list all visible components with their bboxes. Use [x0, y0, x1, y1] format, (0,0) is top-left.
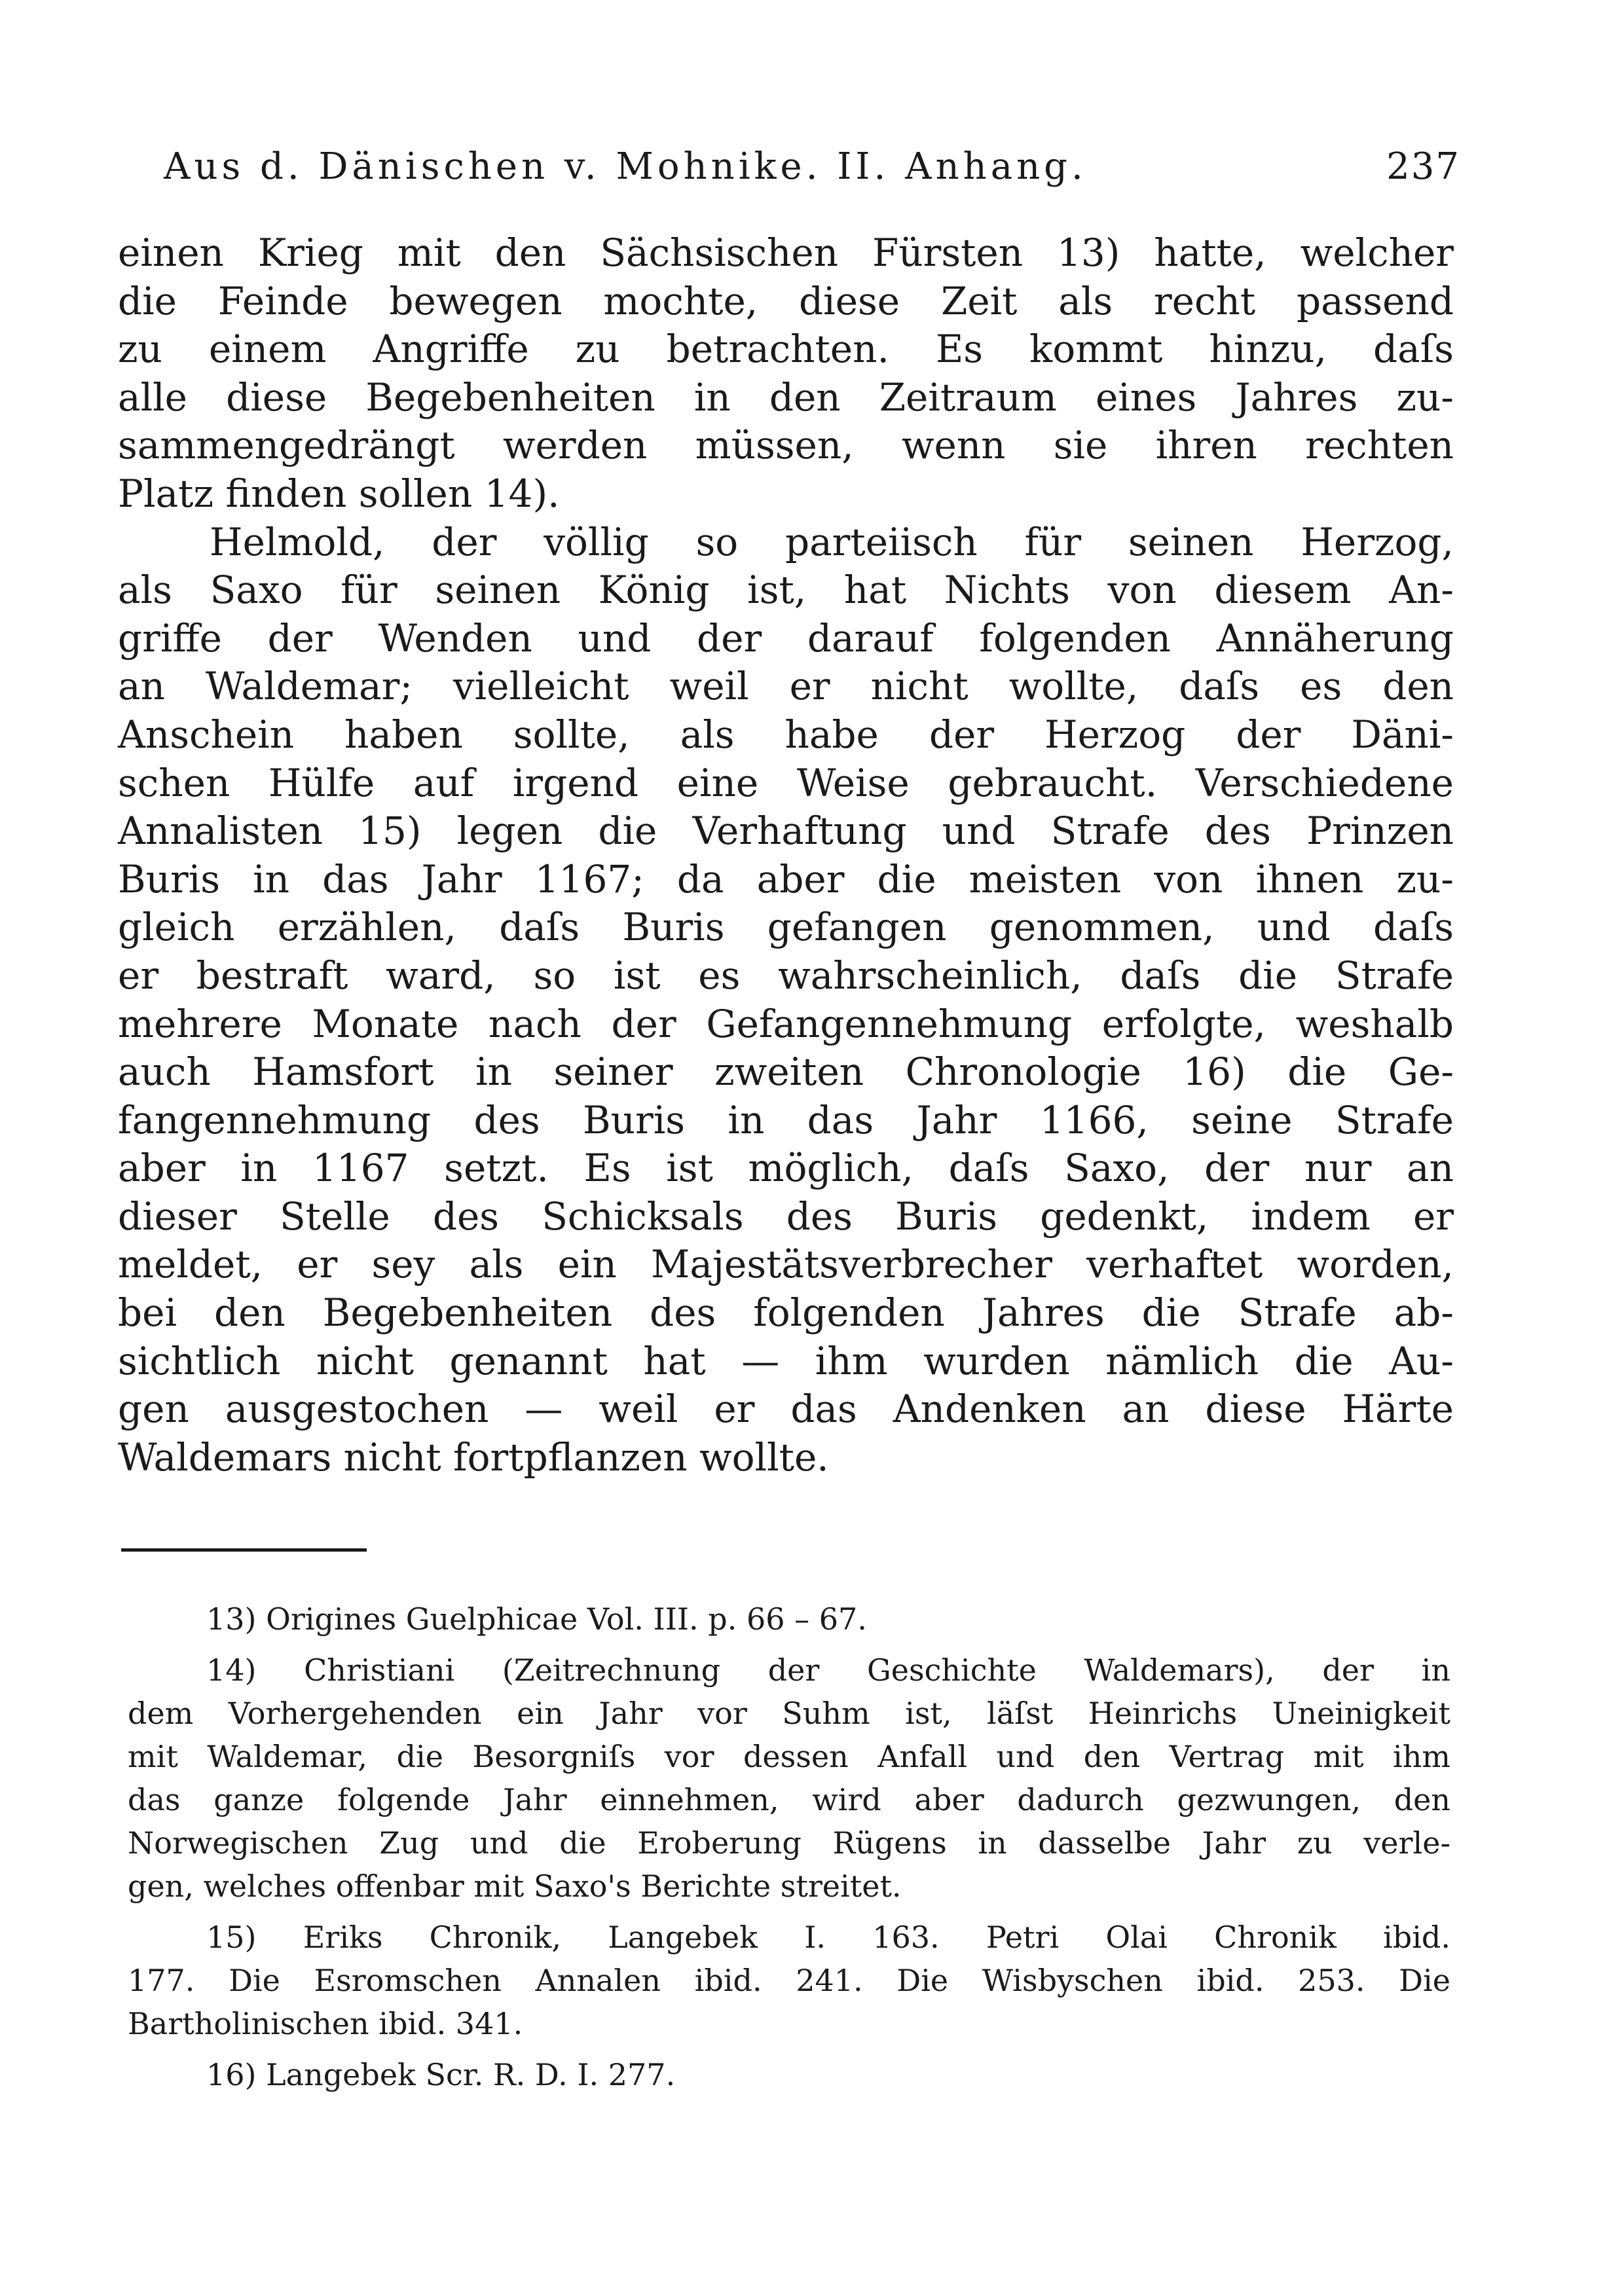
text-line: Buris in das Jahr 1167; da aber die meisten von ihnen zu-	[118, 856, 1454, 902]
text-line: meldet, er sey als ein Majestätsverbrecher verhaftet worden,	[118, 1242, 1454, 1287]
footnote-divider	[121, 1548, 367, 1552]
footnote-line: das ganze folgende Jahr einnehmen, wird aber dadurch gezwungen, den	[128, 1782, 1450, 1817]
text-line: gleich erzählen, daſs Buris gefangen genommen, und daſs	[118, 905, 1454, 950]
text-line: zu einem Angriffe zu betrachten. Es kommt hinzu, daſs	[118, 327, 1454, 372]
footnote-line: Norwegischen Zug und die Eroberung Rügens in dasselbe Jahr zu verle-	[128, 1825, 1450, 1861]
text-line: einen Krieg mit den Sächsischen Fürsten 13) hatte, welcher	[118, 230, 1454, 275]
text-line: gen ausgestochen — weil er das Andenken an diese Härte	[118, 1387, 1454, 1432]
text-line: Platz finden sollen 14).	[118, 471, 560, 516]
text-line: er bestraft ward, so ist es wahrscheinlich, daſs die Strafe	[118, 953, 1454, 998]
text-line: Anschein haben sollte, als habe der Herzog der Däni-	[118, 712, 1454, 757]
footnote-line: Bartholinischen ibid. 341.	[128, 2006, 523, 2041]
footnote-line: 177. Die Esromschen Annalen ibid. 241. Die Wisbyschen ibid. 253. Die	[128, 1963, 1450, 1998]
text-line: mehrere Monate nach der Gefangennehmung erfolgte, weshalb	[118, 1001, 1454, 1046]
text-line: sammengedrängt werden müssen, wenn sie ihren rechten	[118, 423, 1454, 468]
footnote-13: 13) Origines Guelphicae Vol. III. p. 66 – 67.	[206, 1601, 867, 1637]
running-title: Aus d. Dänischen v. Mohnike. II. Anhang.	[164, 145, 1087, 188]
footnotes	[128, 1597, 1450, 2096]
main-text	[118, 229, 1454, 1482]
text-line: Waldemars nicht fortpflanzen wollte.	[118, 1434, 829, 1480]
text-line: fangennehmung des Buris in das Jahr 1166, seine Strafe	[118, 1097, 1454, 1142]
text-line: als Saxo für seinen König ist, hat Nichts von diesem An-	[118, 568, 1454, 613]
page-number: 237	[1386, 145, 1460, 188]
running-header	[164, 145, 1460, 198]
text-line: Helmold, der völlig so parteiisch für seinen Herzog,	[210, 519, 1454, 564]
footnote-16: 16) Langebek Scr. R. D. I. 277.	[206, 2057, 676, 2092]
text-line: Annalisten 15) legen die Verhaftung und Strafe des Prinzen	[118, 809, 1454, 854]
text-line: auch Hamsfort in seiner zweiten Chronologie 16) die Ge-	[118, 1049, 1454, 1095]
footnote-14: 14) Christiani (Zeitrechnung der Geschichte Waldemars), der in	[206, 1652, 1450, 1688]
footnote-line: mit Waldemar, die Besorgniſs vor dessen Anfall und den Vertrag mit ihm	[128, 1739, 1450, 1774]
text-line: sichtlich nicht genannt hat — ihm wurden nämlich die Au-	[118, 1338, 1454, 1383]
text-line: griffe der Wenden und der darauf folgenden Annäherung	[118, 615, 1454, 661]
text-line: an Waldemar; vielleicht weil er nicht wollte, daſs es den	[118, 664, 1454, 709]
text-line: dieser Stelle des Schicksals des Buris gedenkt, indem er	[118, 1194, 1454, 1239]
text-line: schen Hülfe auf irgend eine Weise gebraucht. Verschiedene	[118, 760, 1454, 805]
text-line: die Feinde bewegen mochte, diese Zeit als recht passend	[118, 278, 1454, 323]
footnote-15: 15) Eriks Chronik, Langebek I. 163. Petri Olai Chronik ibid.	[206, 1920, 1450, 1955]
footnote-line: gen, welches offenbar mit Saxo's Berichte streitet.	[128, 1868, 902, 1904]
text-line: aber in 1167 setzt. Es ist möglich, daſs Saxo, der nur an	[118, 1146, 1454, 1191]
text-line: bei den Begebenheiten des folgenden Jahres die Strafe ab-	[118, 1290, 1454, 1336]
footnote-line: dem Vorhergehenden ein Jahr vor Suhm ist, läſst Heinrichs Uneinigkeit	[128, 1696, 1450, 1731]
text-line: alle diese Begebenheiten in den Zeitraum eines Jahres zu-	[118, 374, 1454, 420]
